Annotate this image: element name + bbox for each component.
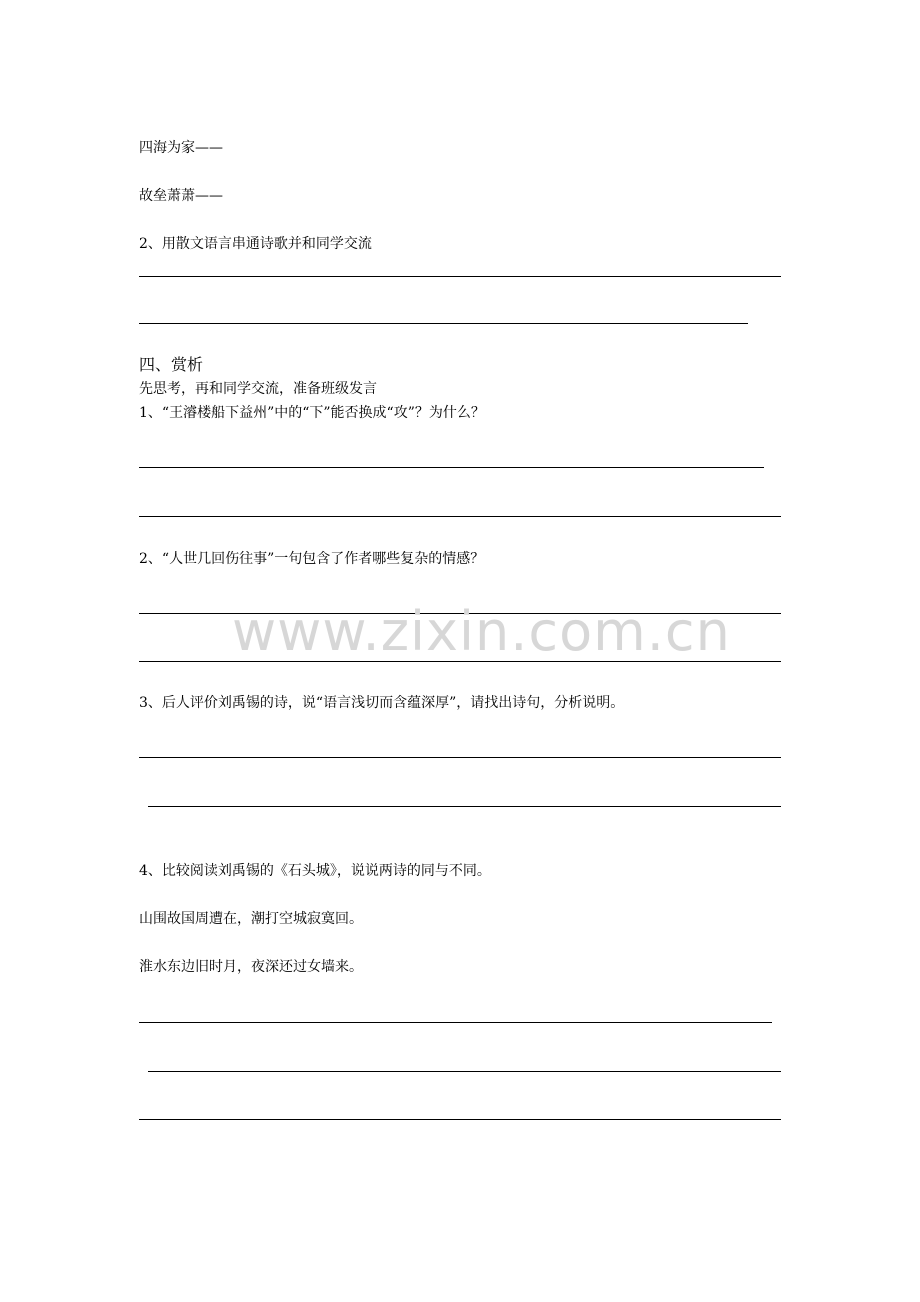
answer-line [148,1071,781,1072]
answer-line [139,1119,781,1120]
poem-line-2: 淮水东边旧时月，夜深还过女墙来。 [139,959,363,975]
answer-line [139,757,781,758]
question-3: 3、后人评价刘禹锡的诗，说“语言浅切而含蕴深厚”，请找出诗句，分析说明。 [139,695,625,711]
watermark: www.zixin.com.cn [232,600,731,663]
answer-line [139,1022,772,1023]
answer-line [148,806,781,807]
answer-line [139,276,781,277]
section-instruction: 先思考，再和同学交流，准备班级发言 [139,381,377,397]
prompt-gulei-xiaoxiao: 故垒萧萧—— [139,188,223,204]
question-2: 2、“人世几回伤往事”一句包含了作者哪些复杂的情感？ [139,551,485,567]
answer-line [139,323,748,324]
task-2-prose: 2、用散文语言串通诗歌并和同学交流 [139,236,372,252]
question-1: 1、“王濬楼船下益州”中的“下”能否换成“攻”？为什么？ [139,405,485,421]
section-heading: 四、赏析 [139,355,204,374]
prompt-sihai-weijia: 四海为家—— [139,140,223,156]
answer-line [139,467,764,468]
answer-line [139,516,781,517]
poem-line-1: 山围故国周遭在，潮打空城寂寞回。 [139,911,363,927]
question-4: 4、比较阅读刘禹锡的《石头城》，说说两诗的同与不同。 [139,863,491,879]
